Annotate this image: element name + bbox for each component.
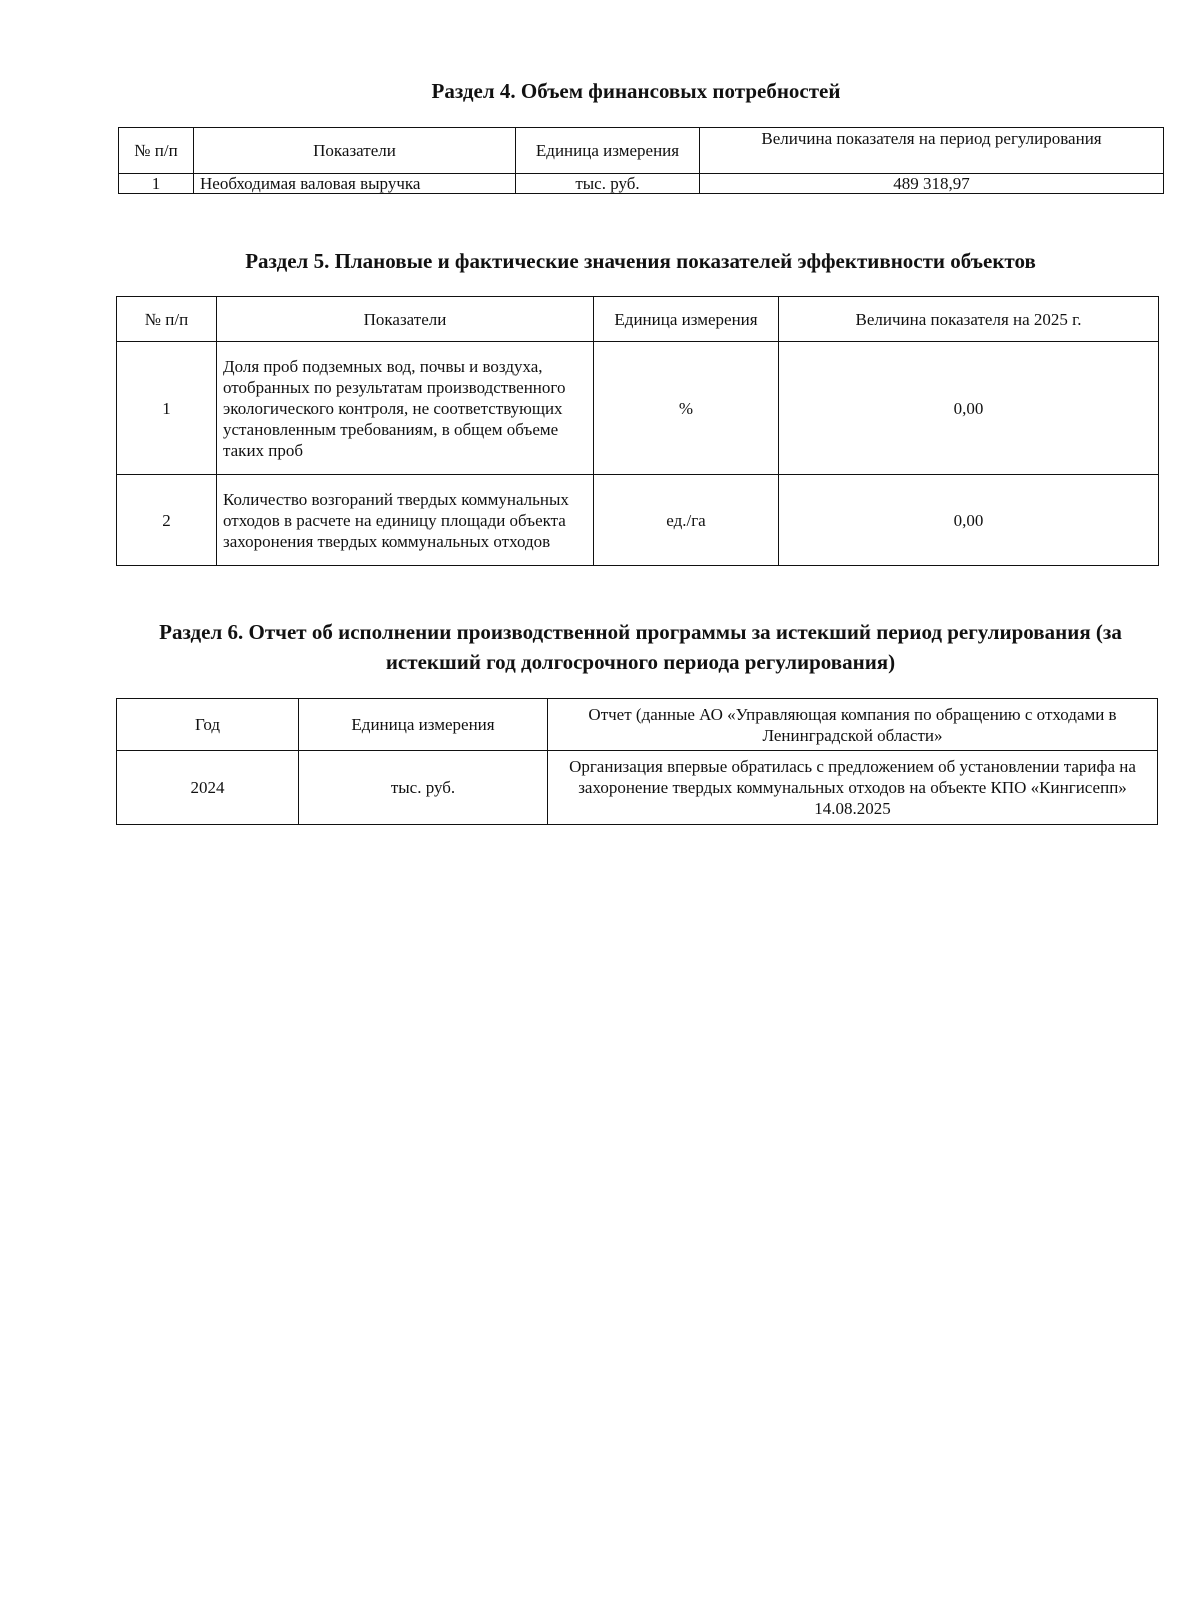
header-indicator: Показатели bbox=[194, 128, 516, 174]
header-value: Величина показателя на 2025 г. bbox=[779, 297, 1159, 342]
cell-unit: тыс. руб. bbox=[516, 174, 700, 194]
section-6-table bbox=[116, 698, 1158, 825]
header-num: № п/п bbox=[119, 128, 194, 174]
table-header-row bbox=[117, 297, 1159, 342]
table-header-row bbox=[119, 128, 1164, 174]
cell-indicator: Доля проб подземных вод, почвы и воздуха, отобранных по результатам производственного экологического контроля, не соответствующих установленным требованиям, в общем объеме таких проб bbox=[217, 342, 594, 475]
cell-unit: тыс. руб. bbox=[299, 751, 548, 825]
section-5-table bbox=[116, 296, 1159, 566]
header-unit: Единица измерения bbox=[594, 297, 779, 342]
cell-value: 0,00 bbox=[779, 475, 1159, 566]
cell-unit: % bbox=[594, 342, 779, 475]
cell-num: 1 bbox=[117, 342, 217, 475]
header-report: Отчет (данные АО «Управляющая компания по обращению с отходами в Ленинградской области» bbox=[548, 699, 1158, 751]
header-year: Год bbox=[117, 699, 299, 751]
cell-year: 2024 bbox=[117, 751, 299, 825]
cell-value: 489 318,97 bbox=[700, 174, 1164, 194]
section-5-title: Раздел 5. Плановые и фактические значения показателей эффективности объектов bbox=[245, 249, 1036, 273]
cell-value: 0,00 bbox=[779, 342, 1159, 475]
cell-unit: ед./га bbox=[594, 475, 779, 566]
section-6-title: Раздел 6. Отчет об исполнении производственной программы за истекший период регулирования (за истекший год долгосрочного периода регулирования) bbox=[159, 620, 1122, 674]
cell-num: 2 bbox=[117, 475, 217, 566]
section-4-table bbox=[118, 127, 1164, 194]
header-value: Величина показателя на период регулирования bbox=[700, 128, 1164, 174]
header-num: № п/п bbox=[117, 297, 217, 342]
section-4-title: Раздел 4. Объем финансовых потребностей bbox=[431, 79, 841, 103]
table-row bbox=[117, 475, 1159, 566]
header-indicator: Показатели bbox=[217, 297, 594, 342]
table-header-row bbox=[117, 699, 1158, 751]
header-unit: Единица измерения bbox=[516, 128, 700, 174]
cell-indicator: Количество возгораний твердых коммунальных отходов в расчете на единицу площади объекта захоронения твердых коммунальных отходов bbox=[217, 475, 594, 566]
table-row bbox=[117, 751, 1158, 825]
table-row bbox=[119, 174, 1164, 194]
cell-indicator: Необходимая валовая выручка bbox=[194, 174, 516, 194]
cell-report: Организация впервые обратилась с предложением об установлении тарифа на захоронение твердых коммунальных отходов на объекте КПО «Кингисепп» 14.08.2025 bbox=[548, 751, 1158, 825]
header-unit: Единица измерения bbox=[299, 699, 548, 751]
table-row bbox=[117, 342, 1159, 475]
cell-num: 1 bbox=[119, 174, 194, 194]
